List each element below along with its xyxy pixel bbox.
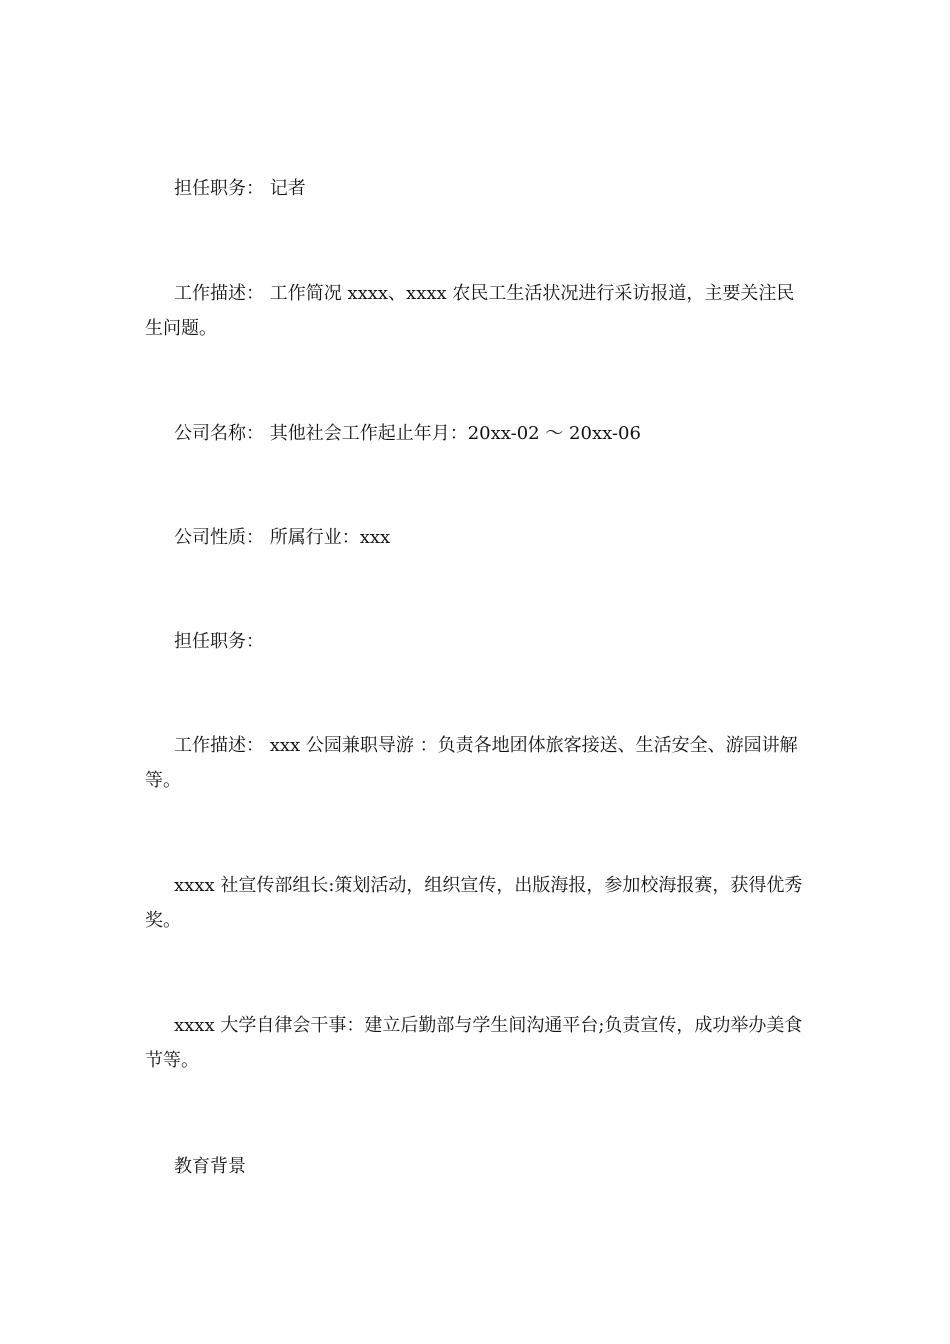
self-discipline-committee-entry: xxxx 大学自律会干事：建立后勤部与学生间沟通平台;负责宣传，成功举办美食节等。 xyxy=(145,1015,803,1071)
work-description-reporter: 工作描述： 工作简况 xxxx、xxxx 农民工生活状况进行采访报道，主要关注民生问题。 xyxy=(145,283,795,339)
position-held-reporter: 担任职务： 记者 xyxy=(174,178,306,199)
work-description-guide: 工作描述： xxx 公园兼职导游 ：负责各地团体旅客接送、生活安全、游园讲解等。 xyxy=(145,735,798,791)
education-background-heading: 教育背景 xyxy=(174,1156,246,1177)
company-name-line: 公司名称： 其他社会工作起止年月：20xx-02 ～ 20xx-06 xyxy=(174,423,641,444)
company-nature-line: 公司性质： 所属行业：xxx xyxy=(174,527,391,548)
publicity-department-entry: xxxx 社宣传部组长:策划活动，组织宣传，出版海报，参加校海报赛，获得优秀奖。 xyxy=(145,875,803,931)
position-held-empty: 担任职务： xyxy=(174,631,264,652)
